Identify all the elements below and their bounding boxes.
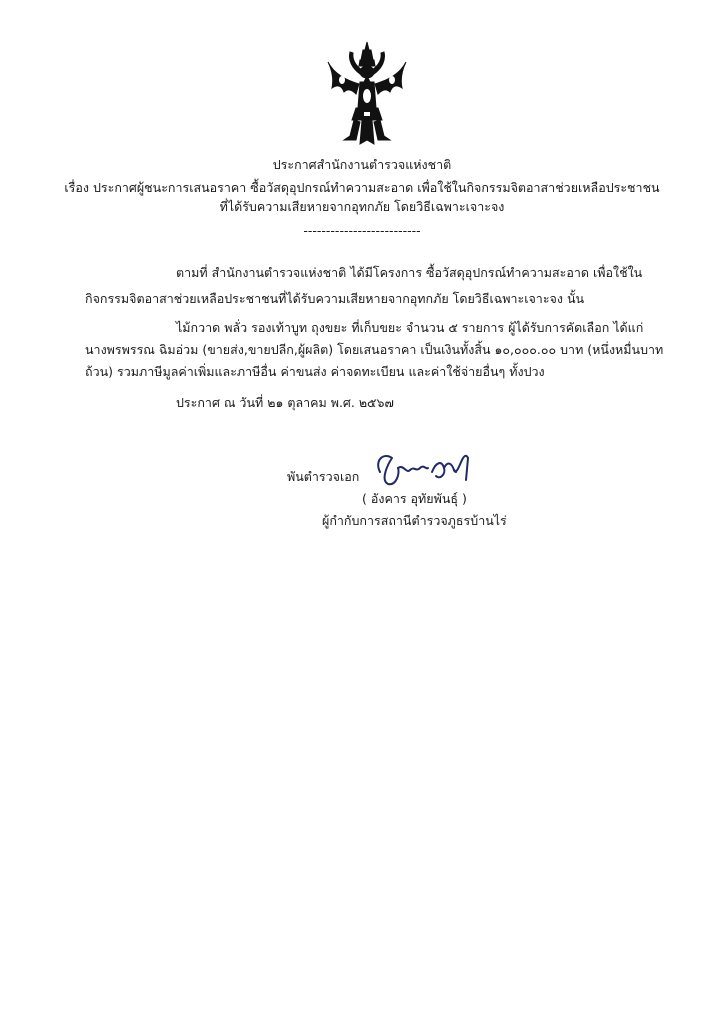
signatory-position: ผู้กำกับการสถานีตำรวจภูธรบ้านไร่ [322, 513, 507, 528]
subject-line-1: เรื่อง ประกาศผู้ชนะการเสนอราคา ซื้อวัสดุอุปกรณ์ทำความสะอาด เพื่อใช้ในกิจกรรมจิตอาสาช่วยเหลือประชาชน [64, 180, 660, 195]
handwritten-signature [370, 450, 480, 490]
paragraph-1-line-1: ตามที่ สำนักงานตำรวจแห่งชาติ ได้มีโครงการ ซื้อวัสดุอุปกรณ์ทำความสะอาด เพื่อใช้ใน [176, 265, 643, 280]
announcement-title: ประกาศสำนักงานตำรวจแห่งชาติ [272, 157, 452, 172]
subject-line-2: ที่ได้รับความเสียหายจากอุทกภัย โดยวิธีเฉพาะเจาะจง [219, 199, 505, 214]
header-divider: -------------------------- [303, 223, 421, 238]
garuda-emblem-icon [326, 40, 408, 148]
paragraph-1-line-2: กิจกรรมจิตอาสาช่วยเหลือประชาชนที่ได้รับความเสียหายจากอุทกภัย โดยวิธีเฉพาะเจาะจง นั้น [85, 291, 585, 306]
signatory-name: ( อังคาร อุทัยพันธุ์ ) [362, 491, 467, 506]
paragraph-2-line-2: นางพรพรรณ ฉิมอ่วม (ขายส่ง,ขายปลีก,ผู้ผลิต) โดยเสนอราคา เป็นเงินทั้งสิ้น ๑๐,๐๐๐.๐๐ บาท (หนึ่งหมื่นบาท [85, 342, 664, 357]
announcement-date: ประกาศ ณ วันที่ ๒๑ ตุลาคม พ.ศ. ๒๕๖๗ [176, 395, 394, 410]
signatory-rank: พันตำรวจเอก [287, 469, 360, 484]
paragraph-2-line-1: ไม้กวาด พลั่ว รองเท้าบูท ถุงขยะ ที่เก็บขยะ จำนวน ๕ รายการ ผู้ได้รับการคัดเลือก ได้แก่ [176, 320, 644, 335]
paragraph-2-line-3: ถ้วน) รวมภาษีมูลค่าเพิ่มและภาษีอื่น ค่าขนส่ง ค่าจดทะเบียน และค่าใช้จ่ายอื่นๆ ทั้งปวง [85, 364, 545, 379]
